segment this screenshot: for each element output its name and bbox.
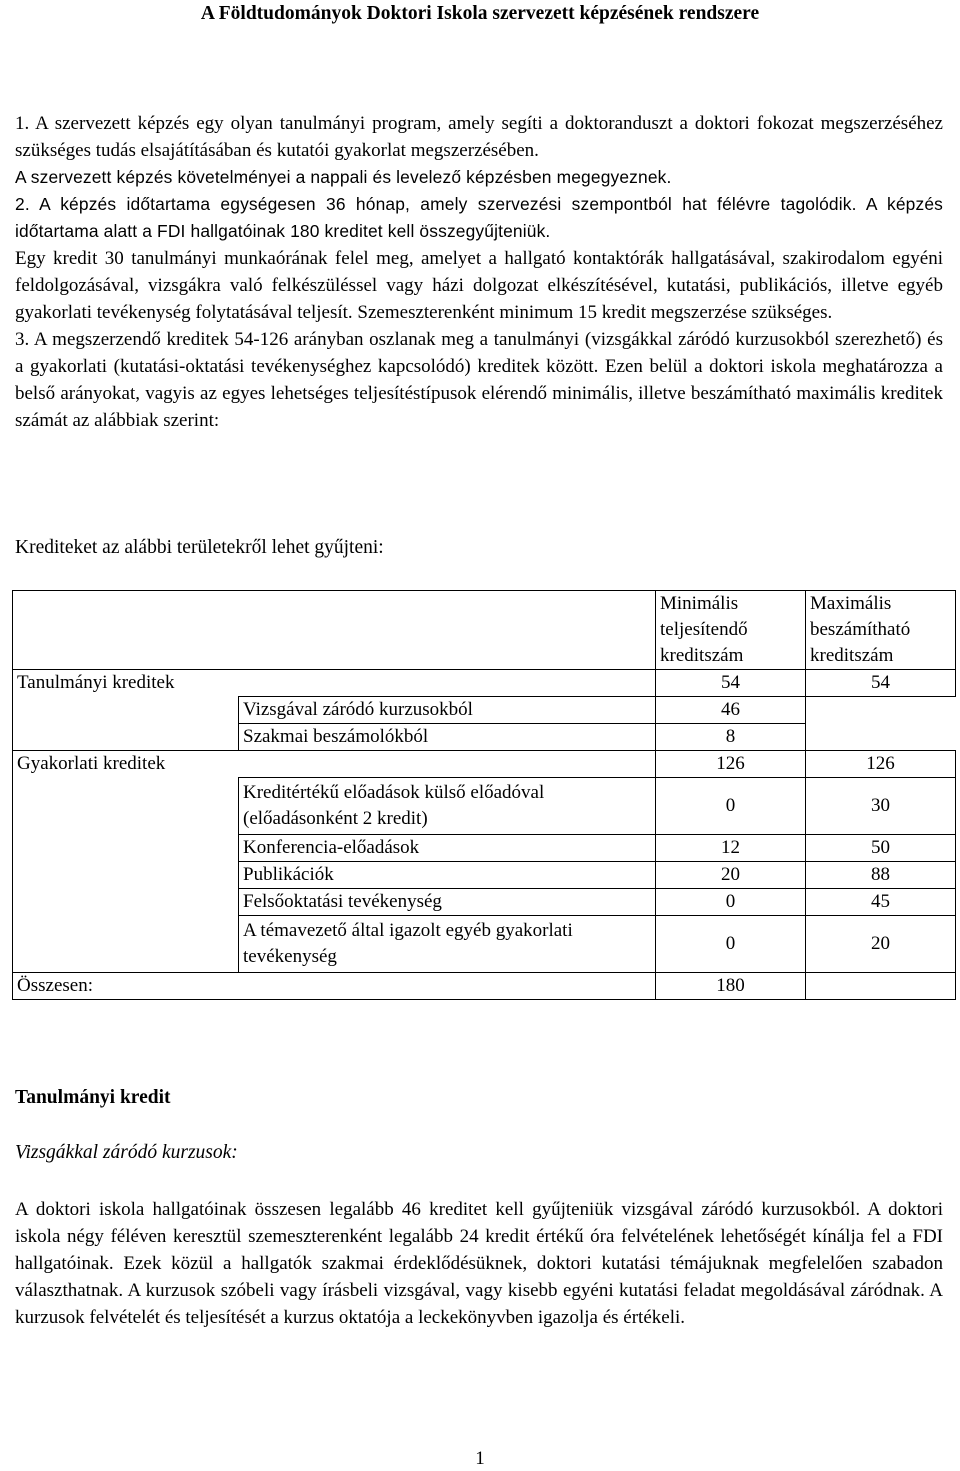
table-row <box>13 751 956 778</box>
table-row <box>13 778 956 835</box>
row-max <box>806 697 956 724</box>
row-category: Összesen: <box>13 973 656 1000</box>
credits-table <box>12 590 956 1000</box>
row-category: Tanulmányi kreditek <box>13 670 656 697</box>
semester-minimum-text: Szemeszterenként minimum 15 kredit megszerzése szükséges. <box>357 302 833 323</box>
row-item: Konferencia-előadások <box>239 835 656 862</box>
table-intro: Krediteket az alábbi területekről lehet gyűjteni: <box>15 537 384 558</box>
row-item: Vizsgával záródó kurzusokból <box>239 697 656 724</box>
row-min: 8 <box>656 724 806 751</box>
table-header-row <box>13 591 956 670</box>
header-min-credits: Minimális teljesítendő kreditszám <box>656 591 806 670</box>
row-min: 54 <box>656 670 806 697</box>
table-row <box>13 835 956 862</box>
table-row <box>13 916 956 973</box>
table-row-total <box>13 973 956 1000</box>
row-max <box>806 724 956 751</box>
row-max: 30 <box>806 778 956 835</box>
row-min: 0 <box>656 916 806 973</box>
row-item: Publikációk <box>239 862 656 889</box>
header-empty-cell <box>239 591 656 670</box>
row-item: Felsőoktatási tevékenység <box>239 889 656 916</box>
row-min: 180 <box>656 973 806 1000</box>
paragraph-2: 2. A képzés időtartama egységesen 36 hónap, amely szervezési szempontból hat félévre tagolódik. A képzés időtartama alatt a FDI hallgatóinak 180 kreditet kell összegyűjteniük. <box>15 194 943 241</box>
row-category <box>13 862 239 889</box>
row-category <box>13 889 239 916</box>
body-paragraph <box>15 1196 943 1331</box>
row-category <box>13 835 239 862</box>
row-max <box>806 973 956 1000</box>
paragraph-1: 1. A szervezett képzés egy olyan tanulmányi program, amely segíti a doktoranduszt a doktori fokozat megszerzéséhez szükséges tudás elsajátításában és kutatói gyakorlat megszerzésében. <box>15 113 943 161</box>
subsection-heading: Vizsgákkal záródó kurzusok: <box>15 1142 238 1163</box>
row-min: 20 <box>656 862 806 889</box>
row-item: Kreditértékű előadások külső előadóval (előadásonként 2 kredit) <box>239 778 656 835</box>
page-title: A Földtudományok Doktori Iskola szervezett képzésének rendszere <box>200 3 760 24</box>
body-text: A doktori iskola hallgatóinak összesen legalább 46 kreditet kell gyűjteniük vizsgával záródó kurzusokból. A doktori iskola négy féléven keresztül szemeszterenként legalább 24 kredit értékű óra felvételének lehetőségét kínálja fel a FDI hallgatóinak. Ezek közül a hallgatók szakmai érdeklődésüknek, doktori kutatási témájuknak megfelelően szabadon választhatnak. A kurzusok szóbeli vagy írásbeli vizsgával, vagy kisebb egyéni kutatási feladat megoldásával záródnak. A kurzusok felvételét és teljesítését a kurzus oktatója a leckekönyvben igazolja és értékeli. <box>15 1199 943 1328</box>
row-category <box>13 778 239 835</box>
row-min: 0 <box>656 889 806 916</box>
table-row <box>13 697 956 724</box>
row-category <box>13 916 239 973</box>
section-heading: Tanulmányi kredit <box>15 1087 171 1108</box>
page-number: 1 <box>475 1448 485 1469</box>
row-item: Szakmai beszámolókból <box>239 724 656 751</box>
header-empty-cell <box>13 591 239 670</box>
intro-section <box>15 110 943 434</box>
row-category <box>13 724 239 751</box>
row-min: 126 <box>656 751 806 778</box>
paragraph-3: 3. A megszerzendő kreditek 54-126 arányban oszlanak meg a tanulmányi (vizsgákkal záródó kurzusokból szerezhető) és a gyakorlati (kutatási-oktatási tevékenységhez kapcsolódó) kreditek között. Ezen belül a doktori iskola meghatározza a belső arányokat, vagyis az egyes lehetséges teljesítéstípusok elérendő minimális, illetve beszámítható maximális kreditek számát az alábbiak szerint: <box>15 329 943 431</box>
row-category: Gyakorlati kreditek <box>13 751 656 778</box>
row-max: 20 <box>806 916 956 973</box>
row-item: A témavezető által igazolt egyéb gyakorlati tevékenység <box>239 916 656 973</box>
row-max: 88 <box>806 862 956 889</box>
row-min: 12 <box>656 835 806 862</box>
table-row <box>13 724 956 751</box>
row-max: 45 <box>806 889 956 916</box>
row-max: 54 <box>806 670 956 697</box>
header-max-credits: Maximális beszámítható kreditszám <box>806 591 956 670</box>
row-category <box>13 697 239 724</box>
row-min: 0 <box>656 778 806 835</box>
paragraph-2-credit-definition <box>15 245 943 326</box>
table-row <box>13 889 956 916</box>
row-max: 126 <box>806 751 956 778</box>
row-max: 50 <box>806 835 956 862</box>
table-row <box>13 670 956 697</box>
paragraph-1-requirements: A szervezett képzés követelményei a nappali és levelező képzésben megegyeznek. <box>15 167 672 187</box>
row-min: 46 <box>656 697 806 724</box>
table-row <box>13 862 956 889</box>
credit-definition-text: Egy kredit 30 tanulmányi munkaórának felel meg, amelyet a hallgató kontaktórák hallgatásával, szakirodalom egyéni feldolgozásával, vizsgákra való felkészüléssel vagy házi dolgozat elkészítésével, kutatási, publikációs, illetve egyéb gyakorlati tevékenység folytatásával teljesít. <box>15 248 943 323</box>
